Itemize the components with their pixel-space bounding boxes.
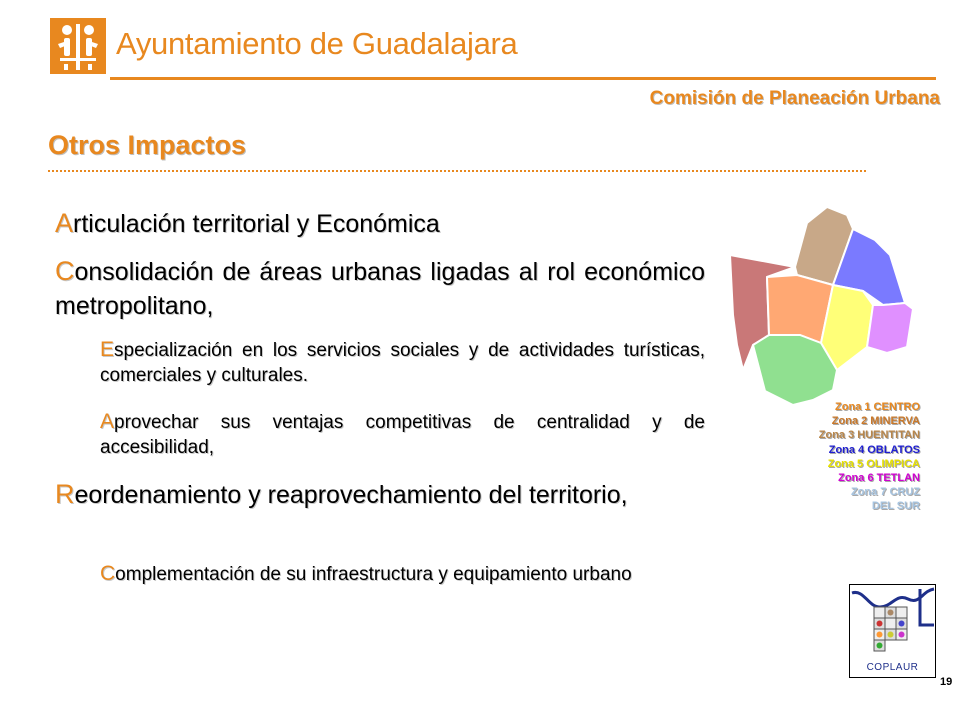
bullet-initial: C [100,562,116,585]
bullet-initial: A [100,410,115,433]
title-divider [48,170,866,172]
coplaur-label: COPLAUR [866,662,919,673]
header-divider [110,77,936,80]
subbullet-especializacion [100,337,705,388]
bullet-text: omplementación de su infraestructura y equipamiento urbano [115,564,632,585]
bullet-initial: A [55,208,74,238]
zone-6-tetlan [867,303,913,353]
legend-item-zona-1: Zona 1 CENTRO [835,401,920,413]
legend-item-zona-3: Zona 3 HUENTITAN [818,429,920,442]
bullet-consolidacion [55,254,705,323]
bullet-text: specialización en los servicios sociales y de actividades turísticas, comerciales y culturales. [100,340,705,386]
bullet-text: onsolidación de áreas urbanas ligadas al rol económico metropolitano, [55,258,705,320]
subbullet-aprovechar [100,409,705,460]
page-number: 19 [940,676,953,688]
bullet-articulacion [55,206,705,241]
bullet-initial: R [55,479,75,509]
slide-title: Otros Impactos [48,130,247,160]
bullet-text: rticulación territorial y Económica [73,210,440,238]
bullet-text: eordenamiento y reaprovechamiento del territorio, [74,481,628,509]
coplaur-logo [849,584,936,678]
legend-item-zona-7: Zona 7 CRUZ DEL SUR [850,486,920,513]
bullet-reordenamiento [55,477,705,512]
subbullet-complementacion [100,561,705,587]
zones-legend [819,400,920,514]
bullet-initial: E [100,338,115,361]
bullet-initial: C [55,256,75,286]
organization-name: Ayuntamiento de Guadalajara [116,26,518,61]
legend-item-zona-2: Zona 2 MINERVA [831,415,920,428]
guadalajara-logo-icon [50,18,106,74]
legend-item-zona-5: Zona 5 OLIMPICA [827,457,920,470]
bullet-text: provechar sus ventajas competitivas de centralidad y de accesibilidad, [100,412,705,458]
zones-map [725,205,925,405]
legend-item-zona-6: Zona 6 TETLAN [838,472,920,485]
legend-item-zona-4: Zona 4 OBLATOS [828,443,920,456]
commission-subtitle: Comisión de Planeación Urbana [649,88,940,109]
